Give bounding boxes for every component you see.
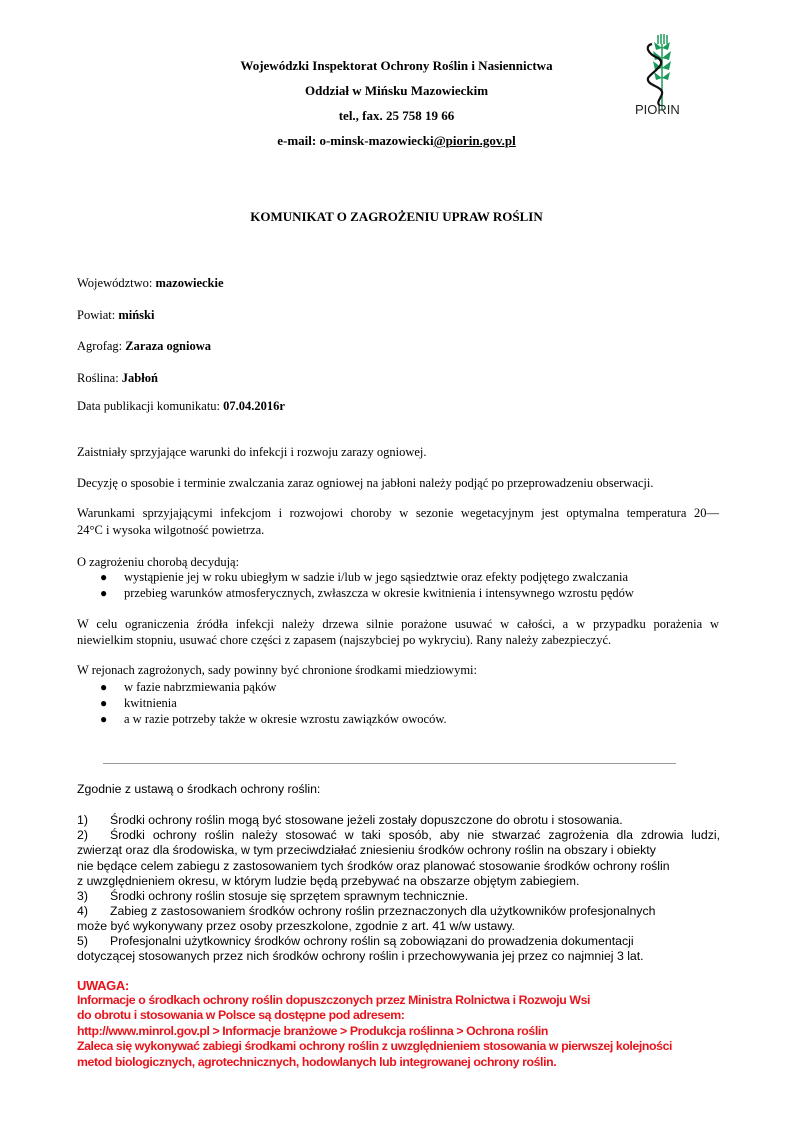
- bullet-icon: ●: [100, 696, 108, 710]
- list-item: w fazie nabrzmiewania pąków: [124, 680, 277, 694]
- item-text: Profesjonalni użytkownicy środków ochrony roślin są zobowiązani do prowadzenia dokumentacji: [110, 934, 634, 948]
- bullet-icon: ●: [100, 570, 108, 584]
- document-title: KOMUNIKAT O ZAGROŻENIU UPRAW ROŚLIN: [250, 209, 543, 224]
- branch-name: Oddział w Mińsku Mazowieckim: [304, 83, 489, 98]
- item-number: 4): [77, 904, 88, 918]
- warning-line: metod biologicznych, agrotechnicznych, hodowlanych lub integrowanej ochrony roślin.: [77, 1055, 557, 1069]
- item-number: 2): [77, 828, 88, 842]
- item-number: 5): [77, 934, 88, 948]
- field-value: miński: [118, 308, 155, 322]
- warning-line: do obrotu i stosowania w Polsce są dostępne pod adresem:: [77, 1008, 405, 1022]
- law-item-line: dotyczącej stosowanych przez nich środków ochrony roślin i przechowywania jej przez co najmniej 3 lat.: [77, 949, 644, 963]
- paragraph-line: 24°C i wysoka wilgotność powietrza.: [77, 523, 265, 537]
- field-label: Powiat:: [77, 308, 119, 322]
- email: [0, 133, 793, 149]
- field-label: Roślina:: [77, 371, 122, 385]
- item-number: 3): [77, 889, 88, 903]
- paragraph: Zaistniały sprzyjające warunki do infekcji i rozwoju zarazy ogniowej.: [77, 445, 427, 459]
- field-value: 07.04.2016r: [223, 399, 285, 413]
- warning-line: Zaleca się wykonywać zabiegi środkami ochrony roślin z uwzględnieniem stosowania w pierwszej kolejności: [77, 1039, 673, 1053]
- paragraph-line: W celu ograniczenia źródła infekcji należy drzewa silnie porażone usuwać w całości, a w przypadku porażenia w: [77, 617, 719, 631]
- list-item: wystąpienie jej w roku ubiegłym w sadzie i/lub w jego sąsiedztwie oraz efekty podjętego zwalczania: [124, 570, 628, 584]
- item-text: Środki ochrony roślin stosuje się sprzętem sprawnym technicznie.: [110, 889, 469, 903]
- bullet-icon: ●: [100, 680, 108, 694]
- item-number: 1): [77, 813, 88, 827]
- list-item: kwitnienia: [124, 696, 177, 710]
- field-value: Jabłoń: [121, 371, 158, 385]
- field-value: mazowieckie: [155, 276, 224, 290]
- list-intro: O zagrożeniu chorobą decydują:: [77, 555, 240, 569]
- warning-link[interactable]: http://www.minrol.gov.pl > Informacje branżowe > Produkcja roślinna > Ochrona roślin: [77, 1024, 548, 1038]
- law-item: [77, 813, 623, 828]
- email-prefix: e-mail: o-minsk-mazowiecki: [277, 133, 434, 148]
- bullet-icon: ●: [100, 712, 108, 726]
- field-pest: [77, 339, 211, 354]
- law-item-line: może być wykonywany przez osoby przeszkolone, zgodnie z art. 41 w/w ustawy.: [77, 919, 515, 933]
- field-voivodeship: [77, 276, 224, 291]
- field-label: Województwo:: [77, 276, 156, 290]
- law-item-line: nie będące celem zabiegu z zastosowaniem tych środków oraz planować stosowanie środków ochrony roślin: [77, 859, 670, 873]
- law-intro: Zgodnie z ustawą o środkach ochrony roślin:: [77, 782, 321, 796]
- field-label: Data publikacji komunikatu:: [77, 399, 224, 413]
- logo-text: PIORIN: [635, 102, 680, 117]
- item-text: Zabieg z zastosowaniem środków ochrony roślin przeznaczonych dla użytkowników profesjonalnych: [110, 904, 656, 918]
- law-item: [77, 889, 468, 904]
- field-county: [77, 308, 154, 323]
- item-text: Środki ochrony roślin mogą być stosowane jeżeli zostały dopuszczone do obrotu i stosowania.: [110, 813, 623, 827]
- field-date: [77, 399, 285, 414]
- field-value: Zaraza ogniowa: [125, 339, 212, 353]
- warning-line: Informacje o środkach ochrony roślin dopuszczonych przez Ministra Rolnictwa i Rozwoju Wsi: [77, 993, 591, 1007]
- divider: [103, 763, 676, 764]
- law-item-line: zwierząt oraz dla środowiska, w tym przeciwdziałać zniesieniu środków ochrony roślin na obszary i obiekty: [77, 843, 656, 857]
- law-item: [77, 828, 720, 843]
- paragraph-line: niewielkim stopniu, usuwać chore części z zapasem (najszybciej po wykryciu). Rany należy zabezpieczyć.: [77, 633, 612, 647]
- law-item-line: z uwzględnieniem okresu, w którym ludzie będą przebywać na obszarze objętym zabiegiem.: [77, 874, 580, 888]
- item-text: Środki ochrony roślin należy stosować w taki sposób, aby nie stwarzać zagrożenia dla zdrowia ludzi,: [110, 828, 720, 842]
- piorin-logo: [630, 30, 690, 120]
- org-name: Wojewódzki Inspektorat Ochrony Roślin i Nasiennictwa: [240, 58, 553, 73]
- paragraph-line: Warunkami sprzyjającymi infekcjom i rozwojowi choroby w sezonie wegetacyjnym jest optymalna temperatura 20—: [77, 506, 719, 520]
- email-link[interactable]: @piorin.gov.pl: [433, 133, 516, 148]
- law-item: [77, 904, 655, 919]
- bullet-icon: ●: [100, 586, 108, 600]
- paragraph: Decyzję o sposobie i terminie zwalczania zaraz ogniowej na jabłoni należy podjąć po przeprowadzeniu obserwacji.: [77, 476, 654, 490]
- law-item: [77, 934, 634, 949]
- list-item: a w razie potrzeby także w okresie wzrostu zawiązków owoców.: [124, 712, 447, 726]
- list-intro: W rejonach zagrożonych, sady powinny być chronione środkami miedziowymi:: [77, 663, 478, 677]
- list-item: przebieg warunków atmosferycznych, zwłaszcza w okresie kwitnienia i intensywnego wzrostu pędów: [124, 586, 634, 600]
- phone: tel., fax. 25 758 19 66: [338, 108, 455, 123]
- field-plant: [77, 371, 158, 386]
- field-label: Agrofag:: [77, 339, 126, 353]
- warning-heading: UWAGA:: [77, 978, 129, 993]
